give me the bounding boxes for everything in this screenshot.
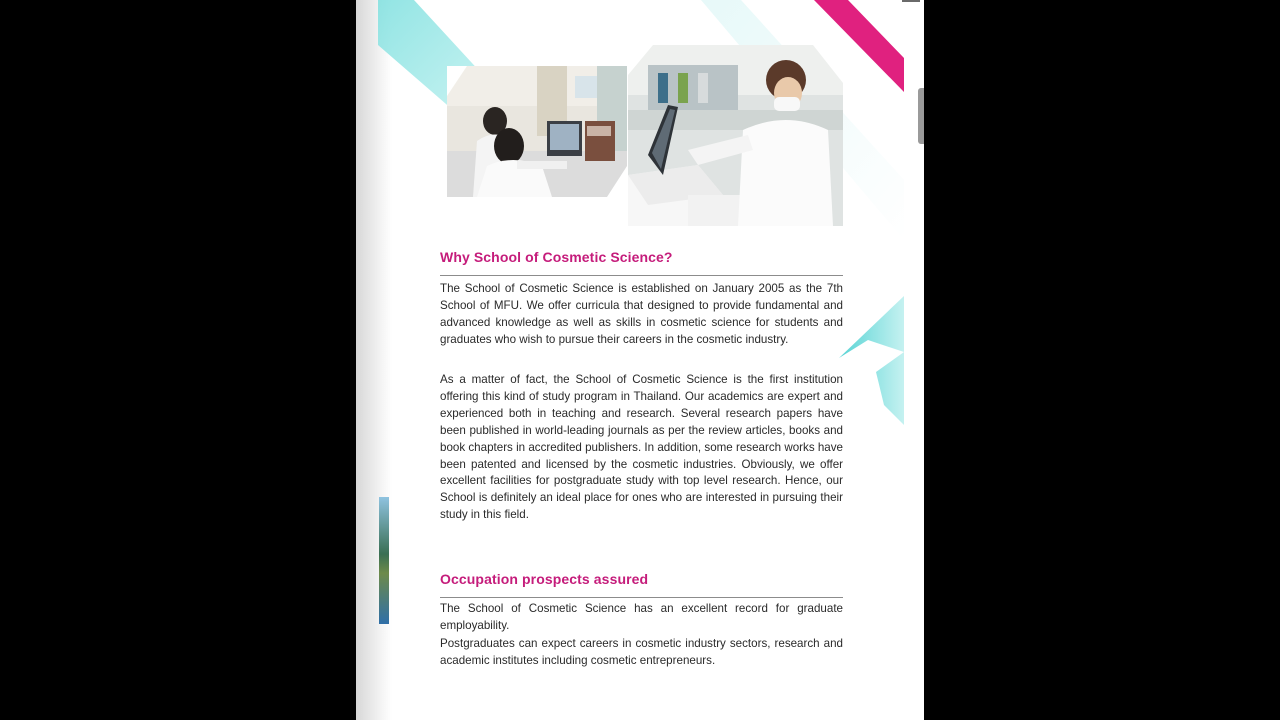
scroll-handle[interactable]	[918, 88, 924, 144]
edge-photo-strip	[379, 497, 389, 624]
paragraph-employability: The School of Cosmetic Science has an excellent record for graduate employability.	[440, 602, 843, 632]
document-page	[356, 0, 924, 720]
paragraph-first-institution: As a matter of fact, the School of Cosmetic Science is the first institution offering this kind of study program in Thailand. Our academics are expert and experienced both in teaching and research. Several research papers have been published in world-leading journals as per the review articles, books and book chapters in accredited publishers. In addition, some research works have been patented and licensed by the cosmetic industries. Obviously, we offer excellent facilities for postgraduate study with top level research. Hence, our School is definitely an ideal place for ones who are interested in pursuing their study in this field.	[440, 373, 843, 522]
section-heading-occupation: Occupation prospects assured	[440, 571, 649, 587]
teal-chevron-right	[839, 296, 904, 425]
section-divider	[440, 275, 843, 276]
section-heading-why: Why School of Cosmetic Science?	[440, 249, 673, 265]
lab-photo-instrument	[628, 45, 843, 226]
section-divider	[440, 597, 843, 598]
lab-photo-microscope	[447, 66, 627, 197]
paragraph-careers: Postgraduates can expect careers in cosmetic industry sectors, research and academic institutes including cosmetic entrepreneurs.	[440, 637, 843, 667]
paragraph-intro: The School of Cosmetic Science is established on January 2005 as the 7th School of MFU. We offer curricula that designed to provide fundamental and advanced knowledge as well as skills in cosmetic science for students and graduates who wish to pursue their careers in the cosmetic industry.	[440, 282, 843, 346]
page-top-marker	[902, 0, 920, 2]
